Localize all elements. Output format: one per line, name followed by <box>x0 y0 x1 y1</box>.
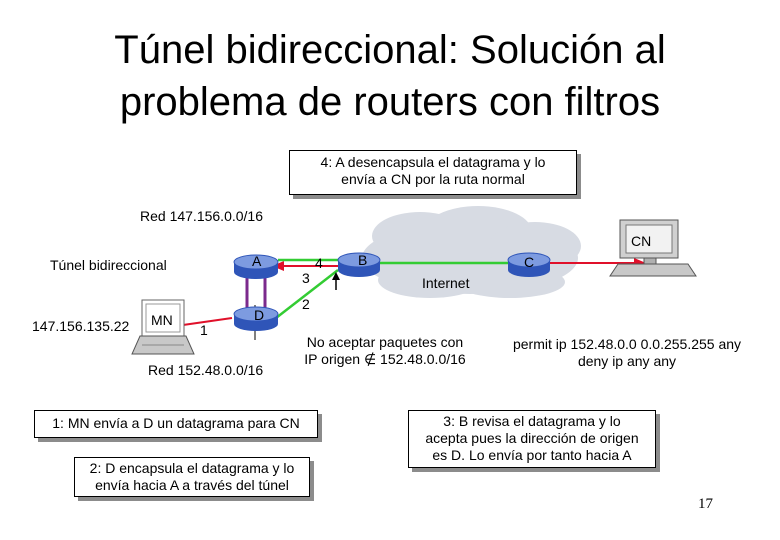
title-line-2: problema de routers con filtros <box>119 80 661 124</box>
router-a-label: A <box>252 253 262 269</box>
router-c-label: C <box>524 254 535 270</box>
filter-c-line-1: permit ip 152.48.0.0 0.0.255.255 any <box>512 336 742 352</box>
filter-b-line-1: No aceptar paquetes con <box>306 334 464 350</box>
step3-note <box>408 410 656 468</box>
step3-line-2: acepta pues la dirección de origen <box>425 430 639 446</box>
step4-line-2: envía a CN por la ruta normal <box>341 171 525 187</box>
tunel-label: Túnel bidireccional <box>50 257 167 273</box>
internet-cloud <box>362 206 581 298</box>
step2-line-1: 2: D encapsula el datagrama y lo <box>89 460 295 476</box>
step3-line-1: 3: B revisa el datagrama y lo <box>443 413 621 429</box>
filter-c-text <box>502 336 752 370</box>
step1-text: 1: MN envía a D un datagrama para CN <box>52 415 300 431</box>
mn-address-label: 147.156.135.22 <box>32 318 130 334</box>
step2-note <box>74 457 310 497</box>
arrow-number-3: 3 <box>302 270 310 286</box>
red-152-label: Red 152.48.0.0/16 <box>148 362 264 378</box>
step4-line-1: 4: A desencapsula el datagrama y lo <box>320 154 546 170</box>
internet-label: Internet <box>422 275 470 291</box>
router-d-label: D <box>254 307 265 323</box>
arrow-number-4: 4 <box>315 255 323 271</box>
arrow-number-1: 1 <box>200 322 208 338</box>
step1-note <box>34 410 318 438</box>
filter-b-line-2: IP origen ∉ 152.48.0.0/16 <box>304 351 466 367</box>
page-number: 17 <box>698 496 713 512</box>
title-line-1: Túnel bidireccional: Solución al <box>114 28 666 72</box>
cn-label: CN <box>631 233 652 249</box>
router-b-label: B <box>358 252 368 268</box>
mn-label: MN <box>151 312 173 328</box>
arrow-number-2: 2 <box>302 296 310 312</box>
filter-c-line-2: deny ip any any <box>577 353 677 369</box>
step3-line-3: es D. Lo envía por tanto hacia A <box>432 447 632 463</box>
filter-b-text <box>292 334 478 368</box>
step2-line-2: envía hacia A a través del túnel <box>95 477 289 493</box>
cn-computer-icon <box>610 220 696 276</box>
red-147-label: Red 147.156.0.0/16 <box>140 208 263 224</box>
